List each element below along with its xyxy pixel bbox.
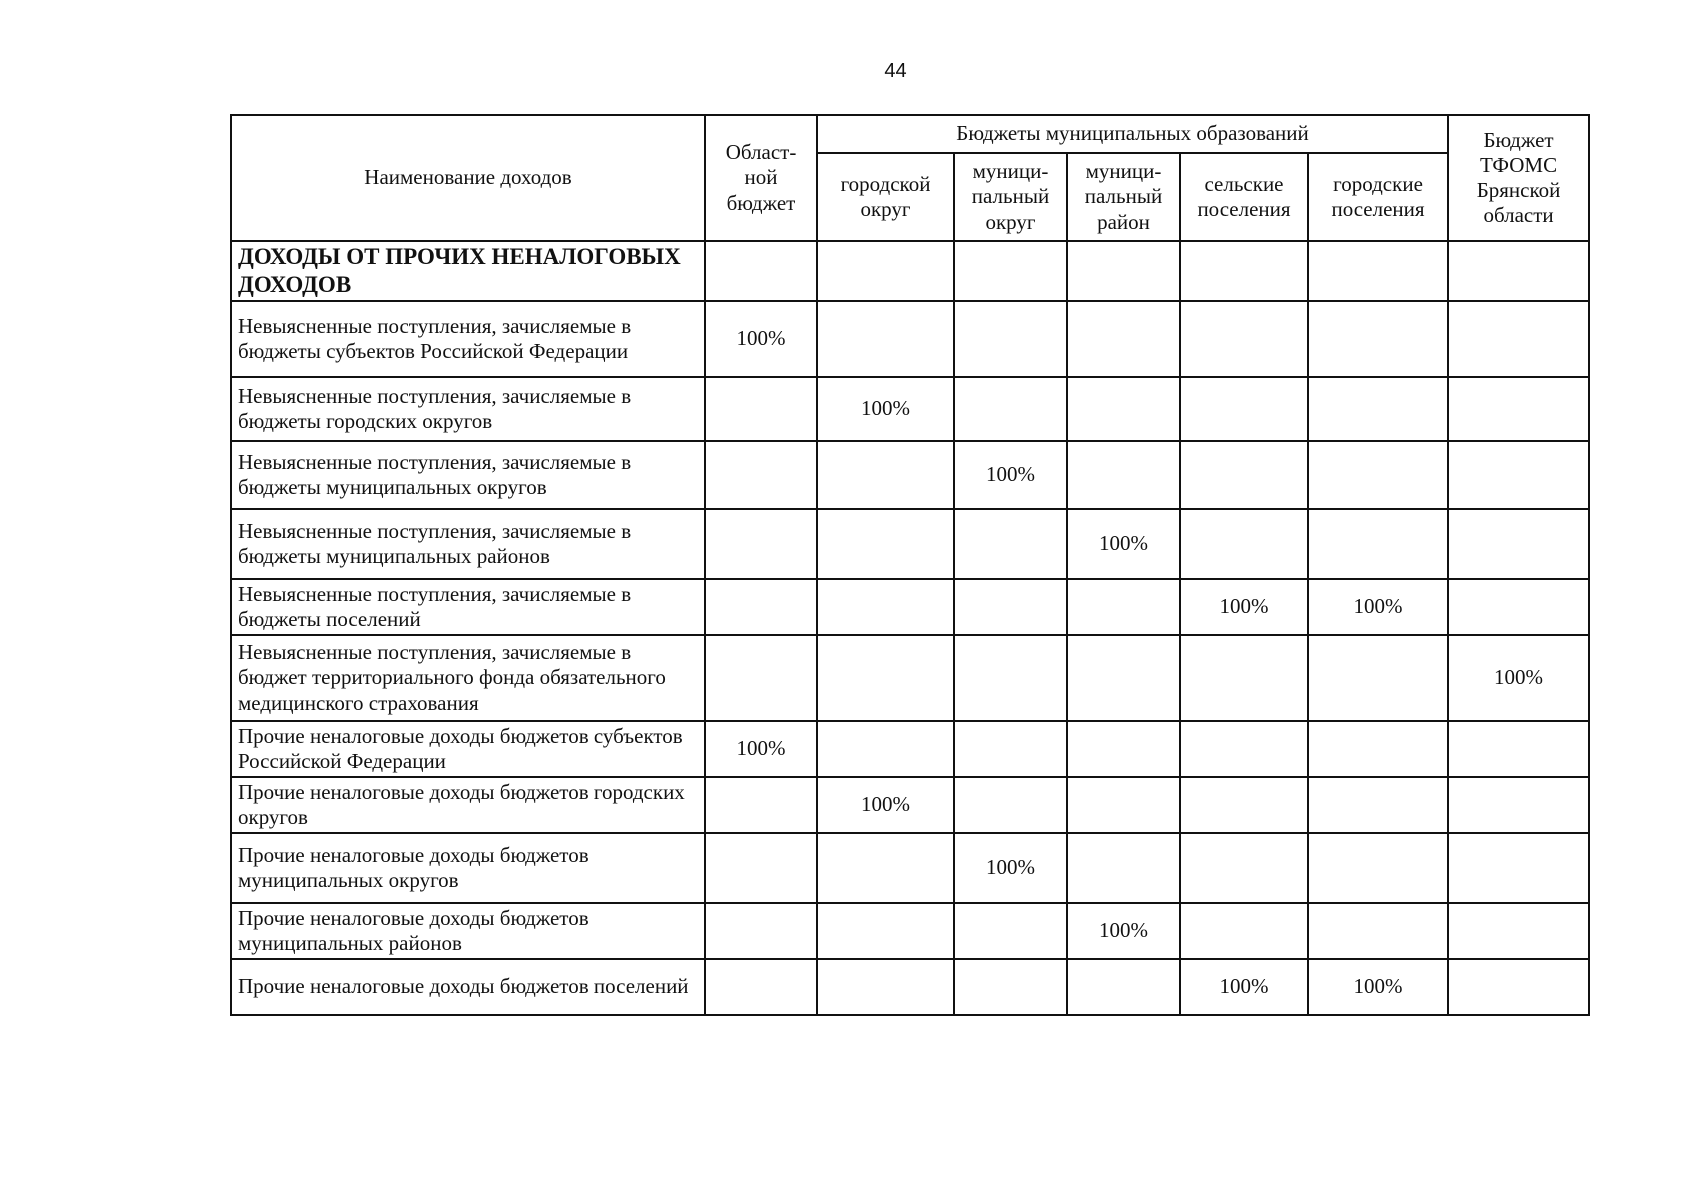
value-cell-tfoms-budget xyxy=(1448,903,1589,959)
value-cell-municipal-area xyxy=(1067,959,1180,1015)
value-cell-city-district xyxy=(817,635,954,721)
header-municipal-district: муници-пальный округ xyxy=(954,153,1067,241)
value-cell-city-district xyxy=(817,833,954,903)
value-cell-municipal-district xyxy=(954,301,1067,377)
value-cell-urban-settlements: 100% xyxy=(1308,959,1448,1015)
value-cell-urban-settlements xyxy=(1308,441,1448,509)
value-cell-city-district: 100% xyxy=(817,777,954,833)
value-cell-urban-settlements xyxy=(1308,903,1448,959)
value-cell-regional-budget xyxy=(705,635,817,721)
page-number: 44 xyxy=(884,60,907,82)
value-cell-rural-settlements xyxy=(1180,721,1308,777)
section-title: ДОХОДЫ ОТ ПРОЧИХ НЕНАЛОГОВЫХ ДОХОДОВ xyxy=(231,241,705,301)
value-cell-regional-budget: 100% xyxy=(705,721,817,777)
value-cell-city-district xyxy=(817,903,954,959)
value-cell-rural-settlements xyxy=(1180,777,1308,833)
table-row xyxy=(231,959,1589,1015)
value-cell-municipal-district xyxy=(954,635,1067,721)
value-cell-city-district xyxy=(817,959,954,1015)
value-cell-regional-budget xyxy=(705,509,817,579)
value-cell-municipal-district xyxy=(954,509,1067,579)
value-cell-rural-settlements xyxy=(1180,441,1308,509)
revenue-distribution-table xyxy=(230,114,1590,1016)
table-row xyxy=(231,579,1589,635)
value-cell-municipal-area xyxy=(1067,777,1180,833)
value-cell-municipal-area: 100% xyxy=(1067,903,1180,959)
value-cell-city-district xyxy=(817,509,954,579)
value-cell-urban-settlements: 100% xyxy=(1308,579,1448,635)
table-row xyxy=(231,377,1589,441)
value-cell-rural-settlements xyxy=(1180,833,1308,903)
header-income-name: Наименование доходов xyxy=(231,115,705,241)
income-name-cell: Прочие неналоговые доходы бюджетов субъектов Российской Федерации xyxy=(231,721,705,777)
value-cell-municipal-district xyxy=(954,959,1067,1015)
income-name-cell: Прочие неналоговые доходы бюджетов муниципальных районов xyxy=(231,903,705,959)
header-municipal-area: муници-пальный район xyxy=(1067,153,1180,241)
table-row xyxy=(231,721,1589,777)
value-cell-regional-budget xyxy=(705,441,817,509)
table-row xyxy=(231,903,1589,959)
value-cell-tfoms-budget xyxy=(1448,959,1589,1015)
value-cell-urban-settlements xyxy=(1308,301,1448,377)
income-name-cell: Прочие неналоговые доходы бюджетов городских округов xyxy=(231,777,705,833)
value-cell-rural-settlements xyxy=(1180,903,1308,959)
value-cell-rural-settlements xyxy=(1180,301,1308,377)
value-cell-municipal-district xyxy=(954,721,1067,777)
value-cell-regional-budget xyxy=(705,833,817,903)
income-name-cell: Прочие неналоговые доходы бюджетов муниципальных округов xyxy=(231,833,705,903)
income-name-cell: Невыясненные поступления, зачисляемые в бюджеты поселений xyxy=(231,579,705,635)
value-cell-rural-settlements: 100% xyxy=(1180,579,1308,635)
value-cell-tfoms-budget xyxy=(1448,579,1589,635)
value-cell-municipal-district: 100% xyxy=(954,441,1067,509)
value-cell-rural-settlements xyxy=(1180,635,1308,721)
income-name-cell: Прочие неналоговые доходы бюджетов поселений xyxy=(231,959,705,1015)
value-cell-regional-budget: 100% xyxy=(705,301,817,377)
header-regional-budget: Област-ной бюджет xyxy=(705,115,817,241)
value-cell-municipal-area xyxy=(1067,635,1180,721)
value-cell-tfoms-budget xyxy=(1448,441,1589,509)
value-cell-urban-settlements xyxy=(1308,833,1448,903)
value-cell-municipal-district xyxy=(954,377,1067,441)
value-cell-municipal-district xyxy=(954,903,1067,959)
header-tfoms-budget: Бюджет ТФОМС Брянской области xyxy=(1448,115,1589,241)
value-cell-rural-settlements: 100% xyxy=(1180,959,1308,1015)
value-cell-tfoms-budget xyxy=(1448,777,1589,833)
value-cell-rural-settlements xyxy=(1180,509,1308,579)
header-urban-settlements: городские поселения xyxy=(1308,153,1448,241)
value-cell-tfoms-budget: 100% xyxy=(1448,635,1589,721)
value-cell-urban-settlements xyxy=(1308,377,1448,441)
value-cell-regional-budget xyxy=(705,579,817,635)
value-cell-municipal-area xyxy=(1067,579,1180,635)
table-row xyxy=(231,777,1589,833)
value-cell-tfoms-budget xyxy=(1448,721,1589,777)
table-row xyxy=(231,509,1589,579)
value-cell-urban-settlements xyxy=(1308,635,1448,721)
value-cell-regional-budget xyxy=(705,903,817,959)
income-name-cell: Невыясненные поступления, зачисляемые в бюджет территориального фонда обязательного медицинского страхования xyxy=(231,635,705,721)
value-cell-urban-settlements xyxy=(1308,777,1448,833)
value-cell-city-district xyxy=(817,441,954,509)
value-cell-city-district xyxy=(817,301,954,377)
table-row xyxy=(231,441,1589,509)
value-cell-regional-budget xyxy=(705,959,817,1015)
value-cell-municipal-area: 100% xyxy=(1067,509,1180,579)
section-row xyxy=(231,241,1589,301)
value-cell-municipal-district: 100% xyxy=(954,833,1067,903)
value-cell-regional-budget xyxy=(705,777,817,833)
income-name-cell: Невыясненные поступления, зачисляемые в бюджеты муниципальных районов xyxy=(231,509,705,579)
value-cell-municipal-area xyxy=(1067,441,1180,509)
value-cell-municipal-district xyxy=(954,777,1067,833)
value-cell-regional-budget xyxy=(705,377,817,441)
table-row xyxy=(231,833,1589,903)
table-row xyxy=(231,635,1589,721)
value-cell-municipal-area xyxy=(1067,833,1180,903)
header-city-district: городской округ xyxy=(817,153,954,241)
value-cell-city-district: 100% xyxy=(817,377,954,441)
value-cell-urban-settlements xyxy=(1308,721,1448,777)
income-name-cell: Невыясненные поступления, зачисляемые в бюджеты субъектов Российской Федерации xyxy=(231,301,705,377)
value-cell-municipal-area xyxy=(1067,721,1180,777)
table-row xyxy=(231,301,1589,377)
value-cell-municipal-area xyxy=(1067,377,1180,441)
value-cell-urban-settlements xyxy=(1308,509,1448,579)
header-municipal-budgets: Бюджеты муниципальных образований xyxy=(817,115,1448,153)
header-rural-settlements: сельские поселения xyxy=(1180,153,1308,241)
income-name-cell: Невыясненные поступления, зачисляемые в бюджеты городских округов xyxy=(231,377,705,441)
value-cell-tfoms-budget xyxy=(1448,301,1589,377)
value-cell-tfoms-budget xyxy=(1448,833,1589,903)
value-cell-tfoms-budget xyxy=(1448,509,1589,579)
value-cell-tfoms-budget xyxy=(1448,377,1589,441)
value-cell-city-district xyxy=(817,579,954,635)
value-cell-municipal-district xyxy=(954,579,1067,635)
value-cell-city-district xyxy=(817,721,954,777)
income-name-cell: Невыясненные поступления, зачисляемые в бюджеты муниципальных округов xyxy=(231,441,705,509)
value-cell-municipal-area xyxy=(1067,301,1180,377)
value-cell-rural-settlements xyxy=(1180,377,1308,441)
